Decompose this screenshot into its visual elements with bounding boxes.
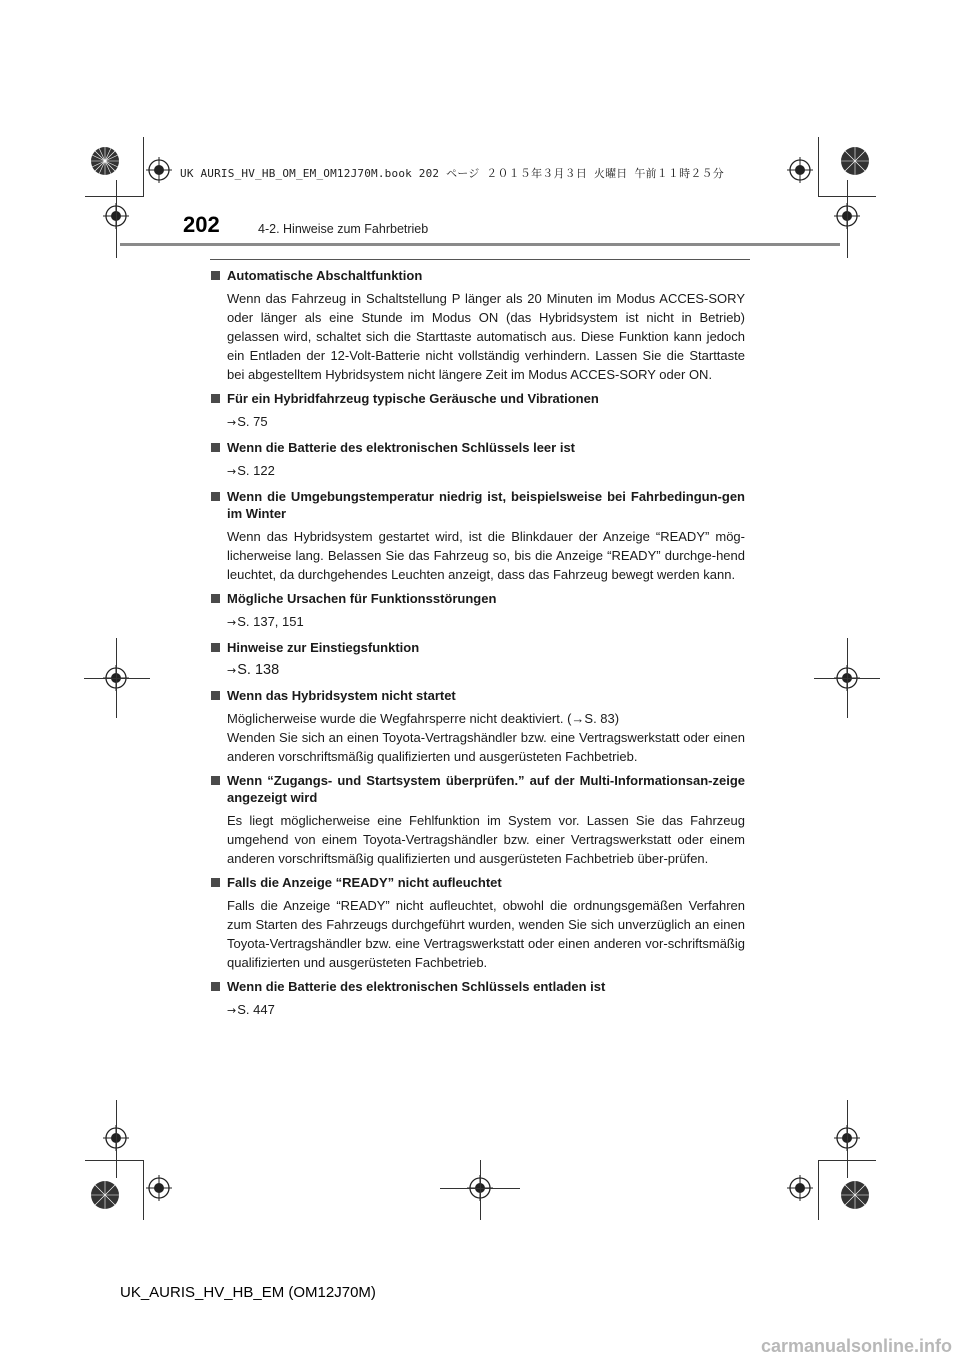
note-item [211,267,745,384]
book-info-line: UK AURIS_HV_HB_OM_EM_OM12J70M.book 202 ページ ２０１５年３月３日 火曜日 午前１１時２５分 [180,167,724,180]
arrow-right-icon: → [227,616,237,629]
header-rule [120,243,840,246]
note-body: Wenden Sie sich an einen Toyota-Vertragshändler bzw. eine Vertragswerkstatt oder einen anderen vorschriftsmäßig qualifizierten und ausgerüsteten Fachbetrieb. [227,730,745,764]
note-item [211,874,745,972]
crop-line [480,1160,481,1220]
note-title: Für ein Hybridfahrzeug typische Geräusche und Vibrationen [227,391,599,406]
crop-line [847,180,848,258]
note-item [211,772,745,868]
crop-line [818,1160,876,1161]
crop-line [814,678,880,679]
content-top-rule [210,259,750,260]
square-bullet-icon [211,978,227,995]
note-body: Wenn das Fahrzeug in Schaltstellung P länger als 20 Minuten im Modus ACCES-SORY oder länger als eine Stunde im Modus ON (das Hybridsystem ist nicht in Betrieb) gelassen wird, schaltet sich die Starttaste automatisch aus. Diese Funktion kann jedoch ein Entladen der 12-Volt-Batterie nicht vollständig verhindern. Lassen Sie die Starttaste bei abgestelltem Hybridsystem nicht längere Zeit im Modus ACCES-SORY oder ON. [227,291,745,382]
registration-wheel-icon [90,1180,120,1210]
square-bullet-icon [211,590,227,607]
note-title: Wenn die Batterie des elektronischen Schlüssels entladen ist [227,979,606,994]
watermark [0,1336,960,1358]
registration-target-icon [787,1175,813,1201]
page-reference-link[interactable]: S. 122 [237,463,275,478]
note-item [211,439,745,481]
square-bullet-icon [211,488,227,522]
crop-line [116,180,117,258]
note-title: Wenn “Zugangs- und Startsystem überprüfen.” auf der Multi-Informationsan-zeige angezeigt wird [227,773,745,805]
square-bullet-icon [211,267,227,284]
arrow-right-icon: → [227,465,237,478]
note-title: Mögliche Ursachen für Funktionsstörungen [227,591,497,606]
content-column [211,267,745,1027]
registration-wheel-icon [90,146,120,176]
note-item [211,390,745,432]
note-body: Möglicherweise wurde die Wegfahrsperre nicht deaktiviert. (→S. 83) [227,711,620,726]
square-bullet-icon [211,639,227,656]
note-title: Automatische Abschaltfunktion [227,268,423,283]
note-body: Wenn das Hybridsystem gestartet wird, ist die Blinkdauer der Anzeige “READY” mög-licherweise lang. Belassen Sie das Fahrzeug so, bis die Anzeige “READY” durchge-hend leuchtet, da durchgehendes Leuchten anzeigt, dass das Fahrzeug bewegt werden kann. [227,529,745,582]
page-reference-link[interactable]: S. 138 [237,662,280,678]
note-title: Falls die Anzeige “READY” nicht aufleuchtet [227,875,502,890]
registration-wheel-icon [840,146,870,176]
registration-target-icon [146,157,172,183]
square-bullet-icon [211,687,227,704]
arrow-right-icon: → [227,664,237,677]
crop-line [84,678,150,679]
note-body: Falls die Anzeige “READY” nicht aufleuchtet, obwohl die ordnungsgemäßen Verfahren zum Starten des Fahrzeugs durchgeführt wurden, wenden Sie sich unverzüglich an einen Toyota-Vertragshändler bzw. eine Vertragswerkstatt oder einen anderen vor-schriftsmäßig qualifizierten und ausgerüsteten Fachbetrieb. [227,898,745,970]
registration-target-icon [146,1175,172,1201]
crop-line [143,1160,144,1220]
note-body: Es liegt möglicherweise eine Fehlfunktion im System vor. Lassen Sie das Fahrzeug umgehend von einem Toyota-Vertragshändler bzw. einer Vertragswerkstatt oder einem anderen vorschriftsmäßig qualifizierten und ausgerüsteten Fachbetrieb über-prüfen. [227,813,745,866]
note-item [211,978,745,1020]
page-reference-link[interactable]: S. 75 [237,414,268,429]
page-reference-link[interactable]: S. 447 [237,1002,275,1017]
square-bullet-icon [211,390,227,407]
crop-line [143,137,144,197]
note-title: Wenn die Batterie des elektronischen Schlüssels leer ist [227,440,576,455]
crop-line [85,196,143,197]
watermark-text: carmanualsonline.info [760,1336,952,1356]
square-bullet-icon [211,874,227,891]
note-title: Wenn die Umgebungstemperatur niedrig ist, beispielsweise bei Fahrbedingun-gen im Winter [227,489,745,521]
note-title: Hinweise zur Einstiegsfunktion [227,640,420,655]
note-item [211,590,745,632]
crop-line [818,1160,819,1220]
registration-target-icon [787,157,813,183]
page-reference-link[interactable]: S. 137, 151 [237,614,304,629]
document-code-footer: UK_AURIS_HV_HB_EM (OM12J70M) [120,1284,376,1301]
arrow-right-icon: → [227,416,237,429]
square-bullet-icon [211,772,227,806]
page-number: 202 [183,212,220,237]
arrow-right-icon: → [227,1004,237,1017]
registration-wheel-icon [840,1180,870,1210]
section-title: 4-2. Hinweise zum Fahrbetrieb [258,222,429,236]
crop-line [116,1100,117,1178]
note-item [211,488,745,584]
crop-line [85,1160,143,1161]
crop-line [818,137,819,197]
note-item [211,687,745,766]
crop-line [847,1100,848,1178]
note-title: Wenn das Hybridsystem nicht startet [227,688,456,703]
square-bullet-icon [211,439,227,456]
note-item [211,639,745,680]
